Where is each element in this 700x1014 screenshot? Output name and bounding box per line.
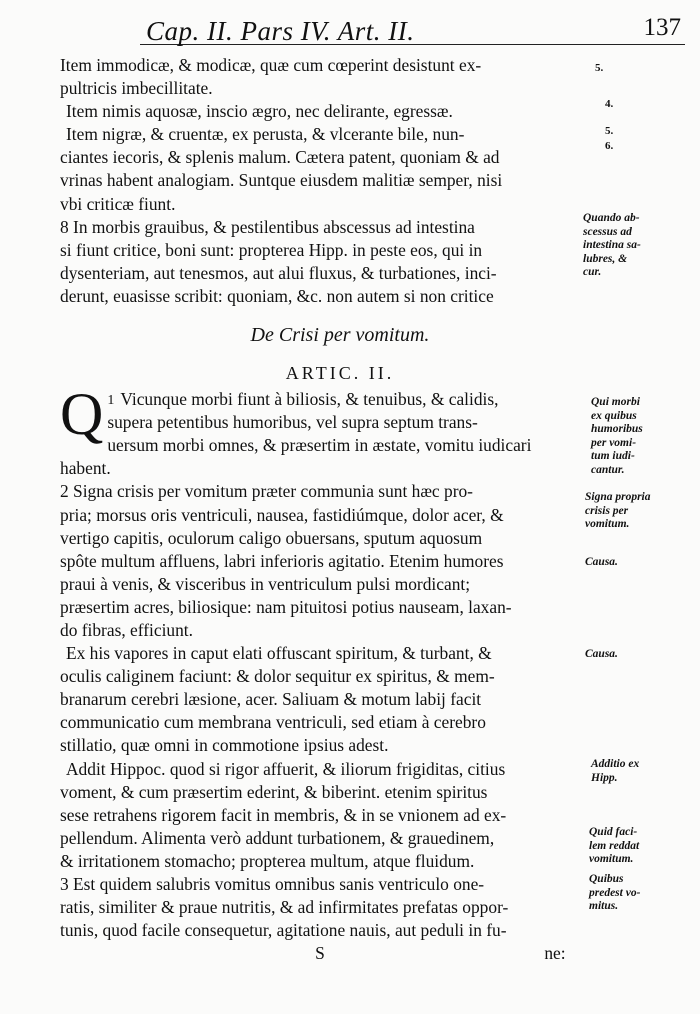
text-line: & irritationem stomacho; propterea multum, atque fluidum.	[60, 850, 475, 871]
text-line: pultricis imbecillitate.	[60, 78, 213, 99]
margin-number: 5.	[595, 62, 604, 74]
text-line: derunt, euasisse scribit: quoniam, &c. non autem si non critice	[60, 285, 494, 306]
text-line: Item nigræ, & cruentæ, ex perusta, & vlcerante bile, nun-	[66, 124, 465, 145]
text-line: sese retrahens rigorem facit in membris, & in se vnionem ad ex-	[60, 804, 507, 825]
text-line: præsertim acres, biliosique: nam pituitosi potius nauseam, laxan-	[60, 596, 512, 617]
margin-number: 5.	[605, 125, 614, 137]
text-line: vrinas habent analogiam. Suntque eiusdem malitiæ semper, nisi	[60, 170, 503, 191]
section-subtitle: ARTIC. II.	[285, 363, 395, 384]
paragraph-number: 1	[107, 393, 115, 409]
text-line: Item nimis aquosæ, inscio ægro, nec delirante, egressæ.	[66, 101, 453, 122]
margin-note: Causa.	[585, 648, 618, 660]
margin-note: Quid faci- lem reddat vomitum.	[589, 826, 640, 865]
text-line: 3 Est quidem salubris vomitus omnibus sanis ventriculo one-	[60, 874, 485, 894]
page-footer	[60, 942, 580, 965]
text-line: Vicunque morbi fiunt à biliosis, & tenuibus, & calidis,	[120, 389, 499, 410]
signature-mark: S	[315, 943, 325, 964]
page-number: 137	[643, 14, 681, 41]
margin-number: 6.	[605, 140, 614, 152]
text-line: branarum cerebri læsione, acer. Saliuam & motum labij facit	[60, 689, 482, 710]
paragraph-1	[60, 381, 580, 480]
text-line: dysenteriam, aut tenesmos, aut alui fluxus, & turbationes, inci-	[60, 262, 497, 283]
text-line: 8 In morbis grauibus, & pestilentibus abscessus ad intestina	[60, 216, 475, 237]
text-line: supera petentibus humoribus, vel supra septum trans-	[107, 412, 478, 433]
margin-number: 4.	[605, 98, 614, 110]
text-line: pellendum. Alimenta verò addunt turbationem, & grauedinem,	[60, 827, 495, 848]
text-line: stillatio, quæ omni in commotione ipsius adest.	[60, 735, 389, 756]
section-title: De Crisi per vomitum.	[250, 324, 430, 347]
text-line: ciantes iecoris, & splenis malum. Cætera patent, quoniam & ad	[60, 147, 500, 168]
text-line: communicatio cum membrana ventriculi, sed etiam à cerebro	[60, 712, 486, 733]
text-line: habent.	[60, 458, 111, 479]
drop-capital: Q	[60, 381, 104, 448]
text-line: pria; morsus oris ventriculi, nausea, fastidiúmque, dolor acer, &	[60, 504, 504, 525]
text-line: 2 Signa crisis per vomitum præter communia sunt hæc pro-	[60, 481, 473, 502]
margin-note: Quando ab- scessus ad intestina sa- lubres, & cur.	[583, 212, 641, 278]
margin-column	[583, 0, 695, 1014]
text-line: vbi criticæ fiunt.	[60, 193, 176, 214]
text-line: Addit Hippoc. quod si rigor affuerit, & iliorum frigiditas, citius	[66, 758, 506, 779]
text-line: praui à venis, & visceribus in ventriculum pulsi mordicant;	[60, 573, 471, 594]
text-line: do fibras, efficiunt.	[60, 619, 193, 640]
margin-note: Signa propria crisis per vomitum.	[585, 491, 651, 530]
text-line: vertigo capitis, oculorum caligo obuersans, sputum aquosum	[60, 527, 483, 548]
text-line: tunis, quod facile consequetur, agitatione nauis, aut peduli in fu-	[60, 920, 507, 941]
text-line: Item immodicæ, & modicæ, quæ cum cœperint desistunt ex-	[60, 55, 482, 75]
text-line: si fiunt critice, boni sunt: propterea Hipp. in peste eos, qui in	[60, 239, 483, 260]
margin-note: Additio ex Hipp.	[591, 758, 640, 784]
margin-note: Quibus predest vo- mitus.	[589, 873, 641, 912]
text-line: Ex his vapores in caput elati offuscant spiritum, & turbant, &	[66, 643, 492, 664]
running-head: Cap. II. Pars IV. Art. II.	[146, 16, 415, 46]
text-line: uersum morbi omnes, & præsertim in æstate, vomitu iudicari	[107, 435, 532, 456]
text-line: spôte multum affluens, labri inferioris agitatio. Etenim humores	[60, 550, 504, 571]
margin-note: Qui morbi ex quibus humoribus per vomi- tum iudi- cantur.	[591, 396, 643, 476]
text-line: ratis, similiter & praue nutritis, & ad infirmitates prefatas oppor-	[60, 897, 509, 918]
catchword: ne:	[544, 943, 566, 964]
text-line: oculis caliginem faciunt: & dolor sequitur ex spiritus, & mem-	[60, 666, 495, 687]
text-line: voment, & cum præsertim ederint, & biberint. etenim spiritus	[60, 781, 488, 802]
main-text	[60, 54, 580, 965]
margin-note: Causa.	[585, 556, 618, 568]
